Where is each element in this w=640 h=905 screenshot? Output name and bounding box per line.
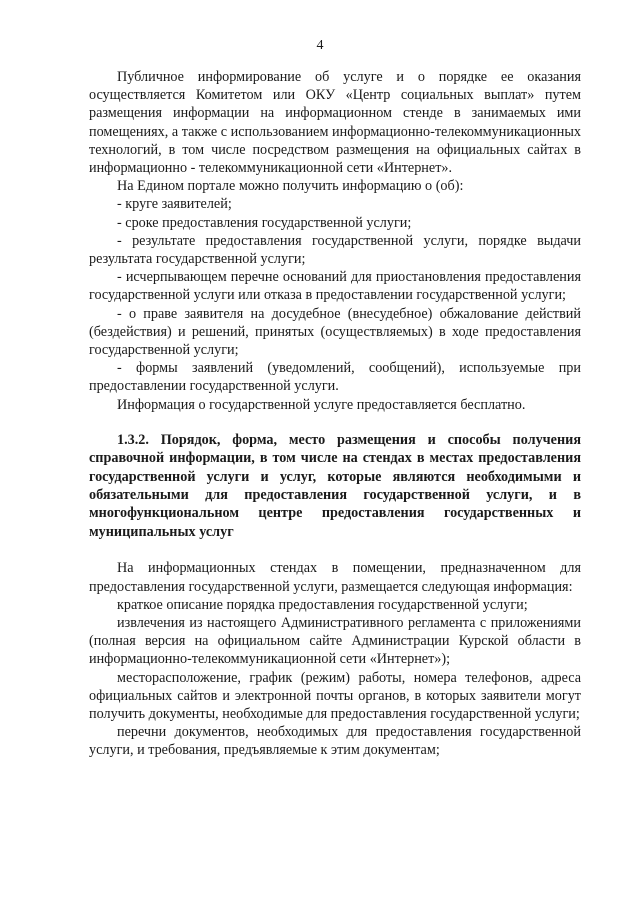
paragraph-stands: На информационных стендах в помещении, предназначенном для предоставления государственной услуги, размещается следующая информация: [89, 560, 581, 595]
section-heading: 1.3.2. Порядок, форма, место размещения и способы получения справочной информации, в том числе на стендах в местах предоставления государственной услуги и услуг, которые являются необходимыми и обязательными для предоставления государственной услуги, и в многофункциональном центре предоставления государственных и муниципальных услуг [89, 431, 581, 540]
page-number: 4 [316, 38, 324, 53]
paragraph-portal-info: На Едином портале можно получить информацию о (об): [117, 178, 464, 195]
paragraph-free-of-charge: Информация о государственной услуге предоставляется бесплатно. [117, 396, 526, 413]
stand-item-extracts: извлечения из настоящего Административного регламента с приложениями (полная версия на официальном сайте Администрации Курской области в информационно-телекоммуникационной сети «Интернет»); [89, 614, 581, 668]
intro-section [89, 68, 581, 414]
stand-item-documents: перечни документов, необходимых для предоставления государственной услуги, и требования, предъявляемые к этим документам; [89, 724, 581, 759]
list-item-grounds: - исчерпывающем перечне оснований для приостановления предоставления государственной услуги или отказа в предоставлении государственной услуги; [89, 269, 581, 304]
list-item-term: - сроке предоставления государственной услуги; [117, 214, 412, 231]
list-item-forms: - формы заявлений (уведомлений, сообщений), используемые при предоставлении государственной услуги. [89, 360, 581, 395]
stands-section [89, 559, 581, 759]
list-item-applicants: - круге заявителей; [117, 196, 232, 213]
list-item-appeal: - о праве заявителя на досудебное (внесудебное) обжалование действий (бездействия) и решений, принятых (осуществляемых) в ходе предоставления государственной услуги; [89, 305, 581, 359]
stand-item-description: краткое описание порядка предоставления государственной услуги; [117, 596, 528, 613]
list-item-result: - результате предоставления государственной услуги, порядке выдачи результата государственной услуги; [89, 232, 581, 268]
paragraph-public-info: Публичное информирование об услуге и о порядке ее оказания осуществляется Комитетом или ОКУ «Центр социальных выплат» путем размещения информации на информационном стенде в занимаемых ими помещениях, а также с использованием информационно-телекоммуникационных технологий, в том числе посредством размещения на официальных сайтах в информационно - телекоммуникационной сети «Интернет». [89, 69, 581, 177]
stand-item-location: месторасположение, график (режим) работы, номера телефонов, адреса официальных сайтов и электронной почты органов, в которых заявители могут получить документы, необходимые для предоставления государственной услуги; [89, 669, 581, 722]
spacer [89, 541, 581, 559]
document-body [89, 68, 581, 760]
